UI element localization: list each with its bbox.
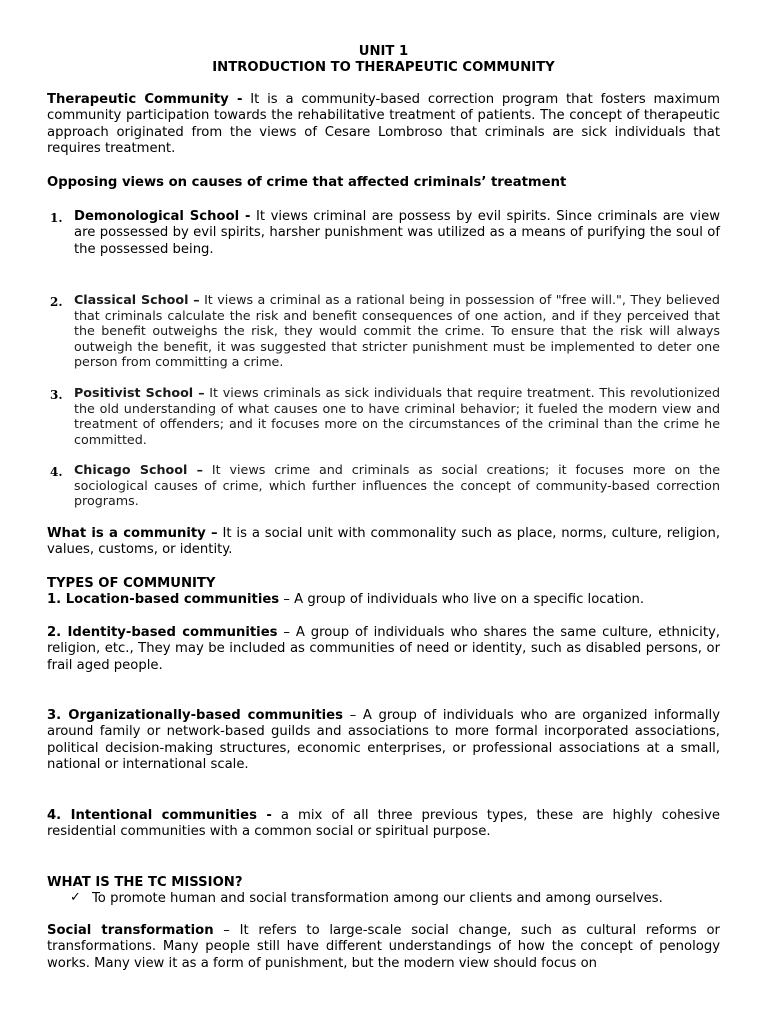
type-location	[47, 592, 720, 608]
list-number: 4.	[50, 465, 63, 479]
social-transformation-paragraph	[47, 923, 720, 972]
type-text: – A group of individuals who live on a specific location.	[279, 592, 645, 607]
school-demonological	[74, 209, 720, 258]
school-text: It views a criminal as a rational being in possession of "free will.", They believed that criminals calculate the risk and benefit consequences of one action, and if they perceived that the benefit outweighs the risk, they would commit the crime. To ensure that the risk will always outweigh the benefit, it was suggested that stricter punishment must be implemented to deter one person from committing a crime.	[74, 292, 720, 369]
type-text: – A group of individuals who are organized informally around family or network-based guilds and associations to more formal incorporated associations, political decision-making structures, economic enterprises, or professional associations at a small, national or international scale.	[47, 708, 720, 773]
school-term: Classical School –	[74, 292, 200, 307]
school-term: Positivist School –	[74, 385, 205, 400]
school-positivist	[74, 385, 720, 447]
type-intentional	[47, 808, 720, 841]
page-title: INTRODUCTION TO THERAPEUTIC COMMUNITY	[212, 60, 555, 75]
opposing-views-heading: Opposing views on causes of crime that affected criminals’ treatment	[47, 175, 567, 190]
intro-paragraph	[47, 92, 720, 158]
types-heading: TYPES OF COMMUNITY	[47, 576, 216, 591]
social-text: – It refers to large-scale social change, such as cultural reforms or transformations. Many people still have different understandings of how the concept of penology works. Many view it as a form of punishment, but the modern view should focus on	[47, 923, 720, 971]
type-term: 1. Location-based communities	[47, 592, 280, 607]
list-number: 2.	[50, 295, 63, 309]
type-text: a mix of all three previous types, these are highly cohesive residential communities with a common social or spiritual purpose.	[47, 808, 720, 840]
list-number: 1.	[50, 211, 63, 225]
community-definition	[47, 526, 720, 559]
checkmark-icon: ✓	[70, 890, 81, 905]
type-term: 3. Organizationally-based communities	[47, 708, 343, 723]
type-term: 4. Intentional communities -	[47, 808, 272, 823]
community-term: What is a community –	[47, 526, 218, 541]
social-term: Social transformation	[47, 923, 214, 938]
community-text: It is a social unit with commonality such as place, norms, culture, religion, values, customs, or identity.	[47, 526, 721, 558]
mission-item: To promote human and social transformation among our clients and among ourselves.	[92, 891, 663, 906]
school-text: It views criminal are possess by evil spirits. Since criminals are view are possessed by evil spirits, harsher punishment was utilized as a means of purifying the soul of the possessed being.	[74, 209, 720, 257]
list-number: 3.	[50, 388, 63, 402]
school-term: Demonological School -	[74, 209, 251, 224]
type-term: 2. Identity-based communities	[47, 625, 278, 640]
type-organizational	[47, 708, 720, 774]
school-term: Chicago School –	[74, 462, 203, 477]
intro-text: It is a community-based correction program that fosters maximum community participation towards the rehabilitative treatment of patients. The concept of therapeutic approach originated from the views of Cesare Lombroso that criminals are sick individuals that requires treatment.	[47, 92, 721, 157]
school-chicago	[74, 462, 720, 509]
intro-term: Therapeutic Community -	[47, 92, 243, 107]
school-text: It views criminals as sick individuals that require treatment. This revolutionized the old understanding of what causes one to have criminal behavior; it fueled the modern view and treatment of offenders; and it focuses more on the circumstances of the criminal than the crime he committed.	[74, 385, 721, 447]
school-text: It views crime and criminals as social creations; it focuses more on the sociological causes of crime, which further influences the concept of community-based correction programs.	[74, 462, 720, 508]
type-identity	[47, 625, 720, 674]
type-text: – A group of individuals who shares the same culture, ethnicity, religion, etc., They may be included as communities of need or identity, such as disabled persons, or frail aged people.	[47, 625, 720, 673]
mission-heading: WHAT IS THE TC MISSION?	[47, 875, 243, 890]
school-classical	[74, 292, 720, 370]
unit-label: UNIT 1	[358, 44, 409, 59]
